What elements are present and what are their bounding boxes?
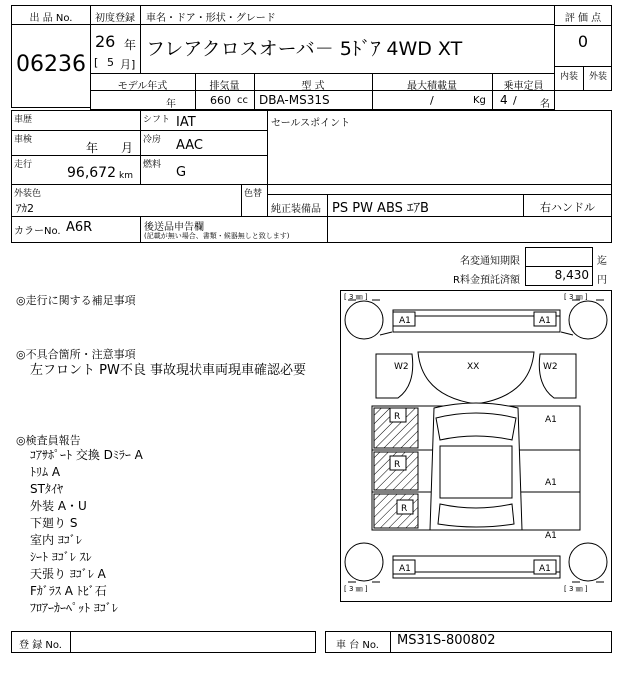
details-div-a (140, 110, 141, 184)
displacement-unit: cc (237, 95, 248, 106)
details-h-4 (11, 216, 612, 217)
inspector-report-item: ﾄﾘﾑ A (30, 465, 61, 479)
car-name-label: 車名・ドア・形状・グレード (146, 13, 276, 24)
reg-month-unit: 月] (120, 58, 136, 71)
details-div-e (327, 194, 328, 216)
tire-depth-front-left: [ 3 ㎜ ] (344, 293, 368, 301)
wheel-rear-left (345, 543, 383, 581)
inspection-month-unit: 月 (121, 141, 134, 155)
left-rear-repair-mark: R (394, 460, 401, 470)
right-front-door-mark: A1 (545, 415, 557, 425)
car-name: フレアクロスオーバ－ 5ﾄﾞｱ 4WD XT (146, 38, 463, 60)
score-label: 評 価 点 (564, 13, 602, 24)
details-div-c (241, 184, 242, 216)
front-fender-left-mark: W2 (394, 362, 409, 372)
model-type: DBA-MS31S (259, 93, 330, 107)
name-change-deadline-unit: 迄 (597, 256, 607, 267)
shift-value: IAT (176, 115, 196, 130)
first-registration-label: 初度登録 (95, 13, 135, 24)
inspector-report-item: ﾌﾛｱｰｶｰﾍﾟｯﾄ ﾖｺﾞﾚ (30, 601, 118, 615)
aftermarket-note: (記載が無い場合、書類・候器無しと致します) (144, 232, 290, 240)
hood-mark: XX (467, 362, 480, 372)
handle-value: 右ハンドル (540, 201, 595, 214)
details-div-h (327, 216, 328, 243)
details-h-5 (267, 194, 612, 195)
max-load-separator: / (430, 94, 434, 107)
tire-depth-rear-left: [ 3 ㎜ ] (344, 585, 368, 593)
wheel-front-right (569, 301, 607, 339)
options-label: 純正装備品 (271, 204, 321, 215)
hood (418, 352, 534, 404)
front-bumper-right-mark: A1 (539, 316, 551, 326)
details-div-d (267, 184, 268, 216)
displacement: 660 (210, 94, 231, 107)
reg-month: 5 (107, 56, 114, 69)
name-change-deadline-box (525, 247, 593, 267)
max-load-label: 最大積載量 (407, 81, 457, 92)
color-no-value: A6R (66, 220, 93, 235)
fuel-label: 燃料 (143, 160, 162, 170)
front-fender-right-mark: W2 (543, 362, 558, 372)
recolor-label: 色替 (244, 189, 263, 199)
mileage-label: 走行 (14, 160, 33, 170)
reg-year: 26 (95, 32, 116, 51)
inspector-report-item: STﾀｲﾔ (30, 482, 63, 496)
front-bumper-left-mark: A1 (399, 316, 411, 326)
registration-number-label: 登 録 No. (19, 640, 62, 651)
name-change-deadline-label: 名変通知期限 (460, 256, 520, 267)
inspector-report-item: 外装 A・U (30, 499, 87, 513)
capacity: 4 (500, 93, 508, 107)
capacity-label: 乗車定員 (503, 81, 544, 92)
rear-bumper-left-mark: A1 (399, 564, 411, 574)
color-no-label: カラーNo. (14, 226, 61, 237)
front-fender-left (376, 354, 413, 398)
defects-text: 左フロント PW不良 事故現状車両現車確認必要 (30, 363, 306, 378)
sales-point-label: セールスポイント (271, 118, 351, 129)
inspector-report-list (30, 447, 320, 617)
inspector-report-item: Fｶﾞﾗｽ A ﾄﾋﾞ石 (30, 584, 107, 598)
exterior-score-label: 外装 (588, 72, 607, 82)
capacity-separator: / (513, 94, 517, 107)
type-label: 型 式 (301, 81, 325, 92)
right-rear-door-mark: A1 (545, 478, 557, 488)
right-quarter-mark: A1 (545, 531, 557, 541)
reg-month-open: [ (94, 56, 99, 69)
history-label: 車歴 (14, 115, 33, 125)
cabin-outline (430, 403, 522, 530)
capacity-unit: 名 (540, 99, 550, 110)
reg-year-unit: 年 (124, 38, 137, 52)
inspector-report-item: ｺｱｻﾎﾟｰﾄ 交換 Dﾐﾗｰ A (30, 448, 143, 462)
score-divider (554, 25, 612, 26)
interior-score-label: 内装 (559, 72, 578, 82)
ac-value: AAC (176, 138, 203, 153)
details-div-g (140, 216, 141, 243)
reg-no-divider (70, 631, 71, 653)
aftermarket-label: 後送品申告欄 (144, 222, 204, 233)
inspector-report-item: 室内 ﾖｺﾞﾚ (30, 533, 82, 547)
wheel-rear-right (569, 543, 607, 581)
rear-bumper-right-mark: A1 (539, 564, 551, 574)
ext-color-value: ｱｶ2 (16, 202, 34, 215)
lot-number-label: 出 品 No. (29, 13, 73, 24)
ext-color-label: 外装色 (14, 189, 42, 199)
left-quarter-repair-mark: R (401, 504, 408, 514)
lot-number: 06236 (16, 52, 86, 77)
car-damage-diagram (340, 290, 612, 602)
details-h-2 (11, 155, 267, 156)
inspector-report-item: 下廻り S (30, 516, 78, 530)
tire-depth-front-right: [ 3 ㎜ ] (564, 293, 588, 301)
options-value: PS PW ABS ｴｱB (332, 201, 429, 216)
chassis-number-label: 車 台 No. (336, 640, 379, 651)
model-year-unit: 年 (166, 99, 176, 110)
left-front-repair-mark: R (394, 412, 401, 422)
chassis-number: MS31S-800802 (397, 633, 496, 648)
recycle-fee-label: R料金預託済額 (453, 275, 520, 286)
mileage-value: 96,672 (67, 165, 116, 181)
fuel-value: G (176, 165, 187, 180)
defects-label: ◎不具合箇所・注意事項 (16, 348, 136, 361)
displacement-label: 排気量 (209, 81, 240, 92)
mileage-unit: km (119, 171, 133, 181)
inspection-label: 車検 (14, 135, 33, 145)
shift-label: シフト (143, 115, 171, 125)
inspector-report-item: 天張り ﾖｺﾞﾚ A (30, 567, 106, 581)
front-fender-right (539, 354, 576, 398)
chassis-divider (390, 631, 391, 653)
score-value: 0 (577, 32, 589, 51)
tire-depth-rear-right: [ 3 ㎜ ] (564, 585, 588, 593)
driving-notes-label: ◎走行に関する補足事項 (16, 294, 136, 307)
model-year-label: モデル年式 (117, 81, 168, 92)
inspection-year-unit: 年 (86, 141, 99, 155)
recycle-fee-amount: 8,430 (554, 268, 589, 282)
ac-label: 冷房 (143, 135, 162, 145)
details-h-1 (11, 130, 267, 131)
inspector-report-item: ｼｰﾄ ﾖｺﾞﾚ ｽﾚ (30, 550, 92, 564)
details-div-b (267, 110, 268, 184)
wheel-front-left (345, 301, 383, 339)
recycle-fee-unit: 円 (597, 275, 607, 286)
inspector-report-label: ◎検査員報告 (16, 434, 81, 447)
max-load-unit: Kg (473, 95, 486, 106)
details-h-3 (11, 184, 612, 185)
